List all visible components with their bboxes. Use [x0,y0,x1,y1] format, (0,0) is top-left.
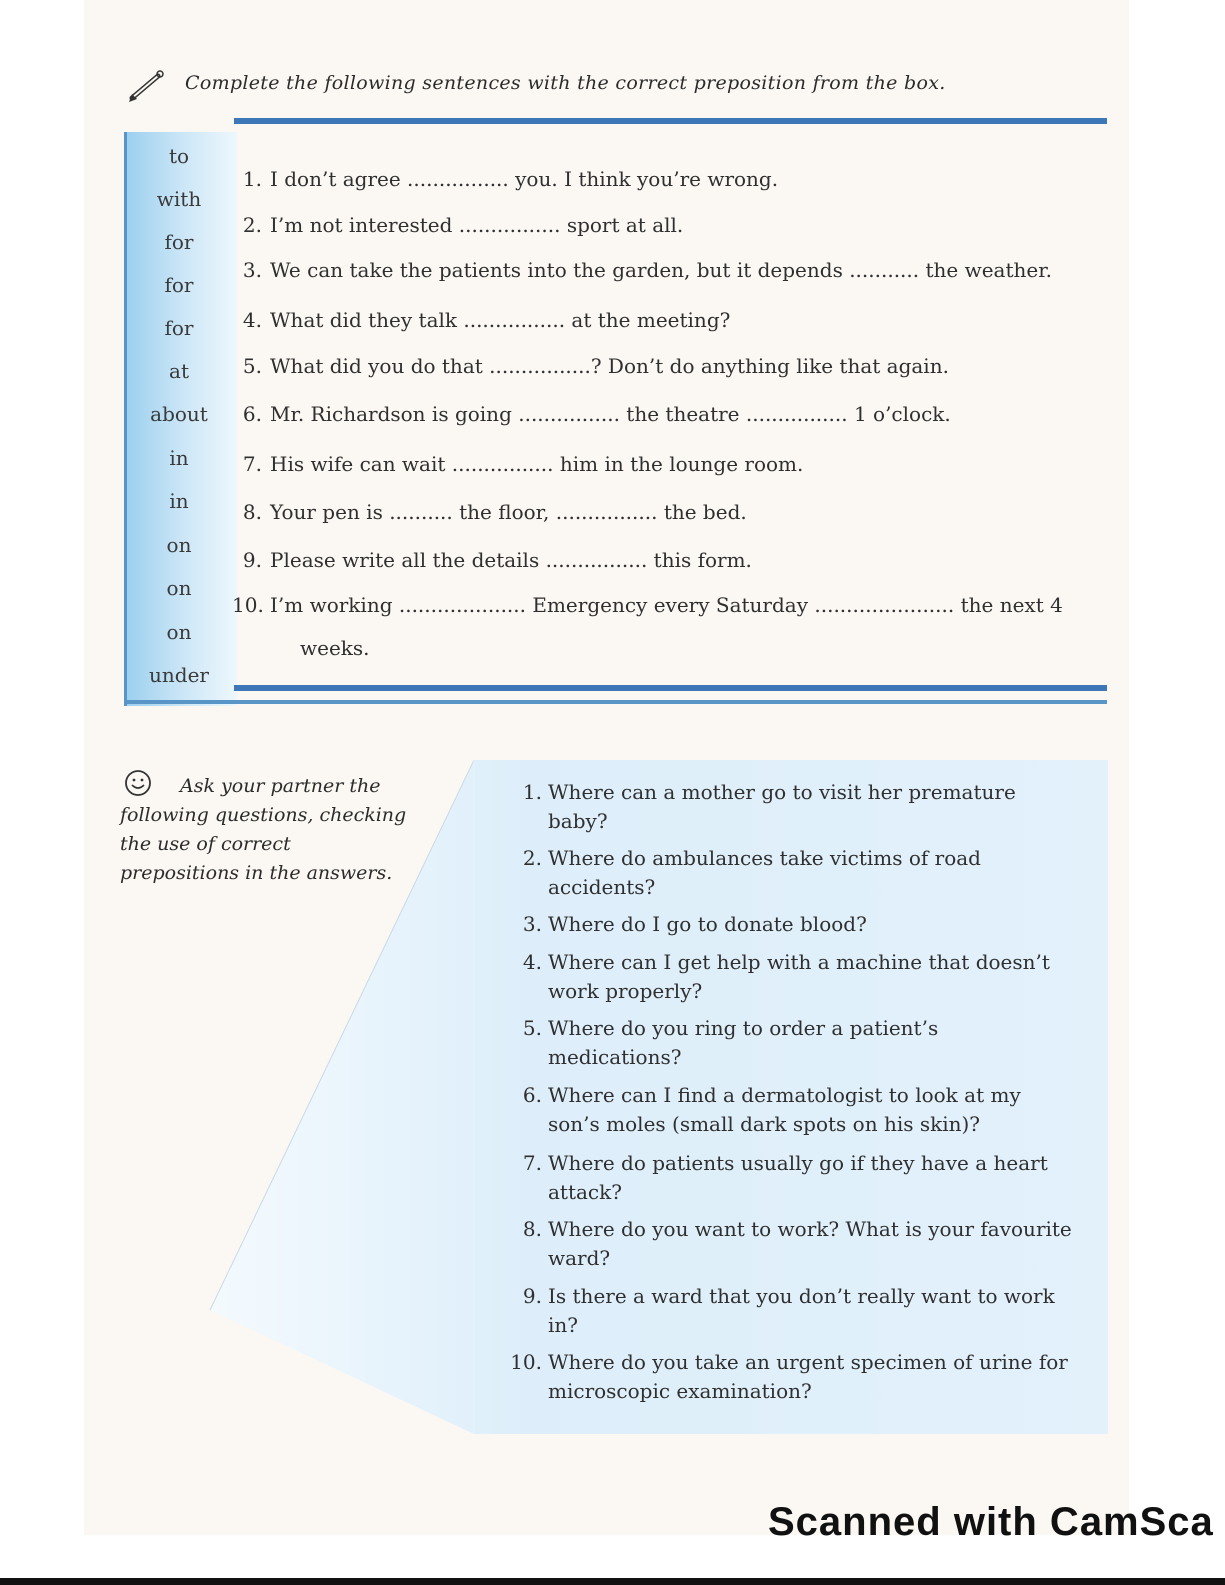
sentence-item: 4. What did they talk ................ at the meeting? [242,308,731,332]
word-box-item: on [166,576,192,600]
word-box-item: for [164,273,194,297]
word-box-item: with [156,187,202,211]
word-box-item: for [164,316,194,340]
question-item: 10. Where do you take an urgent specimen of urine for microscopic examination? [510,1350,1068,1403]
word-box-item: about [150,402,208,426]
word-box-item: in [169,489,189,513]
word-box-item: on [166,533,192,557]
question-item: 8. Where do you want to work? What is your favourite ward? [522,1217,1072,1270]
question-item: 4. Where can I get help with a machine that doesn’t work properly? [522,950,1050,1003]
question-item: 5. Where do you ring to order a patient’s medications? [522,1016,939,1069]
sentence-item: 5. What did you do that ................? Don’t do anything like that again. [242,354,949,378]
sentence-item: 10. I’m working .................... Emergency every Saturday ...................... the next 4 [232,593,1063,617]
sentence-item: 7. His wife can wait ................ him in the lounge room. [242,452,804,476]
word-box-item: on [166,620,192,644]
sentence-item: 1. I don’t agree ................ you. I think you’re wrong. [242,167,779,191]
question-item: 9. Is there a ward that you don’t really want to work in? [522,1284,1055,1337]
sentence-item: 6. Mr. Richardson is going ................ the theatre ................ 1 o’clock. [242,402,951,426]
question-item: 3. Where do I go to donate blood? [522,912,867,936]
sentence-item: 3. We can take the patients into the garden, but it depends ........... the weather. [242,258,1052,282]
question-item: 2. Where do ambulances take victims of road accidents? [522,846,981,899]
scanner-watermark: Scanned with CamSca [768,1500,1214,1544]
word-box-item: under [149,663,209,687]
word-box-item: at [169,359,189,383]
sentence-item: 9. Please write all the details ................ this form. [242,548,752,572]
exercise1-instruction: Complete the following sentences with the correct preposition from the box. [185,72,946,94]
word-box-item: to [168,144,190,168]
sentence-continuation: weeks. [300,636,370,660]
word-box-item: for [164,230,194,254]
sentence-item: 2. I’m not interested ................ sport at all. [242,213,684,237]
question-item: 7. Where do patients usually go if they have a heart attack? [522,1151,1048,1204]
exercise2-instruction: Ask your partner the following questions, checking the use of correct prepositions in the answers. [120,775,407,884]
question-item: 6. Where can I find a dermatologist to look at my son’s moles (small dark spots on his skin)? [522,1083,1021,1136]
word-box-item: in [169,446,189,470]
question-item: 1. Where can a mother go to visit her premature baby? [522,780,1016,833]
sentence-item: 8. Your pen is .......... the floor, ................ the bed. [242,500,747,524]
